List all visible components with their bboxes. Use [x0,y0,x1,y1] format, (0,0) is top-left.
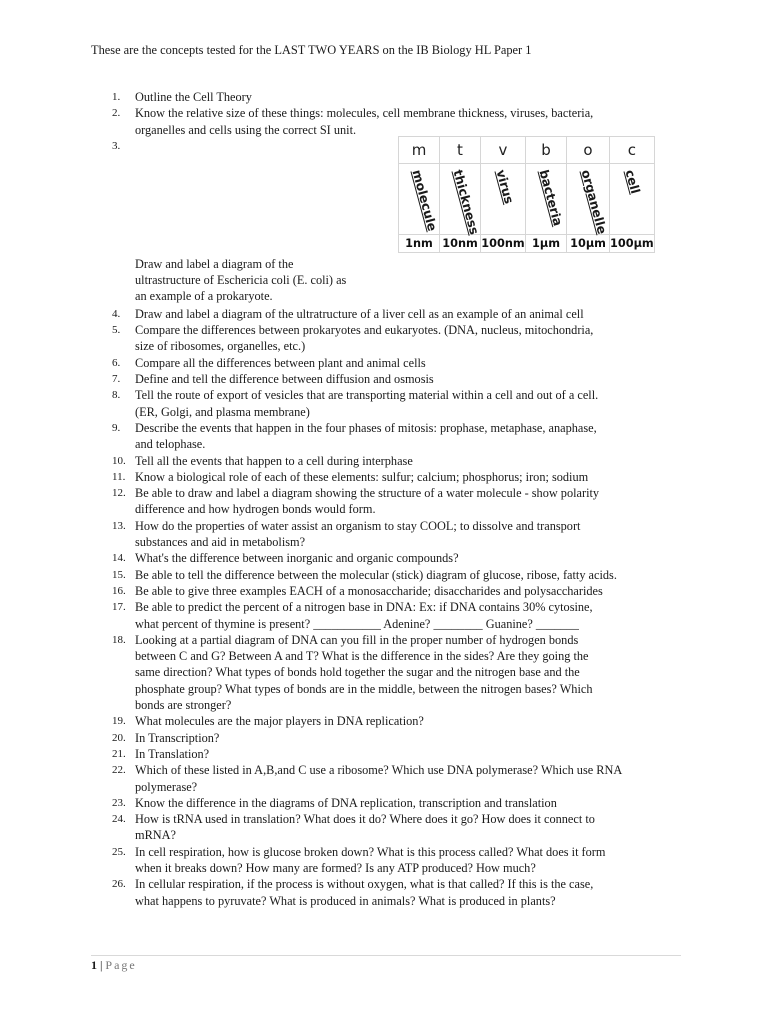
size-word-label: organelle [578,168,611,236]
list-item [0,844,680,877]
item-number: 21. [112,747,126,760]
list-item [0,322,680,355]
item-text-line: Draw and label a diagram of the [135,256,294,271]
item-text-line: polymerase? [135,779,198,794]
item-text-line: Compare all the differences between plant and animal cells [135,355,426,370]
relative-size-table [398,136,655,253]
item-number: 18. [112,633,126,646]
list-item [0,371,680,387]
item-text-line: In Transcription? [135,730,220,745]
item-text-line: between C and G? Between A and T? What is the difference in the sides? Are they going the [135,649,589,664]
item-number: 19. [112,715,126,728]
size-unit-row [399,235,655,253]
item-number: 3. [112,139,121,152]
item-text-line: Outline the Cell Theory [135,90,252,104]
item-text-line: Looking at a partial diagram of DNA can you fill in the proper number of hydrogen bonds [135,632,579,647]
item-text-line: phosphate group? What types of bonds are in the middle, between the nitrogen bases? Which [135,681,593,696]
list-item [0,518,680,551]
item-text-line: size of ribosomes, organelles, etc.) [135,339,306,354]
item-text-line: Describe the events that happen in the four phases of mitosis: prophase, metaphase, anaphase, [135,420,597,435]
item-number: 17. [112,601,126,614]
list-item [0,105,680,138]
list-item [0,485,680,518]
item-number: 9. [112,421,121,434]
item-number: 6. [112,356,121,369]
item-text-line: difference and how hydrogen bonds would form. [135,502,376,517]
page-label: Page [105,958,137,972]
item-text-line: an example of a prokaryote. [135,289,273,304]
item-text-line: (ER, Golgi, and plasma membrane) [135,404,310,419]
item-text-line: Know the difference in the diagrams of DNA replication, transcription and translation [135,795,557,810]
item-text-line: substances and aid in metabolism? [135,535,306,550]
list-item [0,355,680,371]
list-item [0,795,680,811]
size-letter-cell: v [481,137,526,164]
item-text-line: Know a biological role of each of these elements: sulfur; calcium; phosphorus; iron; sodium [135,469,589,484]
item-number: 10. [112,454,126,467]
item-text-line: Tell the route of export of vesicles that are transporting material within a cell and out of a cell. [135,388,599,403]
size-letter-cell: t [440,137,481,164]
size-word-label: cell [622,168,644,196]
size-letter-cell: o [567,137,610,164]
page-title: These are the concepts tested for the LAST TWO YEARS on the IB Biology HL Paper 1 [91,43,532,57]
item-text-line: Be able to predict the percent of a nitrogen base in DNA: Ex: if DNA contains 30% cytosine, [135,600,593,615]
size-word-cell [399,164,440,235]
item-text-line: In Translation? [135,746,210,761]
item-text-line: Tell all the events that happen to a cell during interphase [135,453,413,468]
item-number: 13. [112,519,126,532]
size-word-cell [610,164,655,235]
size-word-cell [526,164,567,235]
item-text-line: what percent of thymine is present? ___________ Adenine? ________ Guanine? _______ [135,616,579,631]
item-number: 11. [112,470,126,483]
list-item [0,550,680,566]
item-text-line: and telophase. [135,437,206,452]
list-item [0,583,680,599]
item-text-line: How is tRNA used in translation? What does it do? Where does it go? How does it connect to [135,812,595,827]
list-item [0,599,680,632]
item-number: 22. [112,764,126,777]
list-item [0,89,680,105]
item-text-line: ultrastructure of Eschericia coli (E. coli) as [135,273,347,288]
item-text-line: Compare the differences between prokaryotes and eukaryotes. (DNA, nucleus, mitochondria, [135,323,594,338]
item-text-line: What molecules are the major players in DNA replication? [135,714,424,729]
page-number: 1 [91,958,97,972]
size-word-cell [567,164,610,235]
list-item [0,876,680,909]
size-unit-cell: 10nm [440,235,481,253]
item-text-line: Define and tell the difference between diffusion and osmosis [135,372,434,387]
item-number: 14. [112,552,126,565]
item-text-line: same direction? What types of bonds hold together the sugar and the nitrogen base and the [135,665,580,680]
item-number: 12. [112,487,126,500]
size-word-label: molecule [409,168,441,233]
item-text-line: Which of these listed in A,B,and C use a ribosome? Which use DNA polymerase? Which use RNA [135,763,623,778]
item-number: 8. [112,389,121,402]
footer-separator: | [97,958,106,972]
item-text-line: Know the relative size of these things: molecules, cell membrane thickness, viruses, bacteria, [135,106,594,121]
item-number: 15. [112,568,126,581]
size-unit-cell: 1µm [526,235,567,253]
item-text-line: organelles and cells using the correct SI unit. [135,122,357,137]
item-text-line: bonds are stronger? [135,698,232,713]
item-text-line: Be able to draw and label a diagram showing the structure of a water molecule - show polarity [135,486,600,501]
item-number: 5. [112,324,121,337]
item-number: 4. [112,307,121,320]
size-word-label: thickness [450,168,483,237]
footer-divider [91,955,681,956]
item-text-line: How do the properties of water assist an organism to stay COOL; to dissolve and transport [135,518,581,533]
item-text-line: when it breaks down? How many are formed? Is any ATP produced? How much? [135,860,536,875]
list-item [0,567,680,583]
item-number: 23. [112,796,126,809]
item-number: 1. [112,91,121,103]
list-item [0,306,680,322]
size-letter-cell: m [399,137,440,164]
size-unit-cell: 1nm [399,235,440,253]
size-word-row [399,164,655,235]
item-number: 24. [112,813,126,826]
item-text-line: what happens to pyruvate? What is produced in animals? What is produced in plants? [135,893,556,908]
list-item [0,469,680,485]
list-item [0,632,680,713]
item-number: 26. [112,878,126,891]
list-item [0,387,680,420]
size-unit-cell: 100nm [481,235,526,253]
item-number: 16. [112,584,126,597]
size-unit-cell: 100µm [610,235,655,253]
list-item [0,811,680,844]
item-number: 2. [112,107,121,120]
item-number: 20. [112,731,126,744]
list-item [0,746,680,762]
list-item [0,762,680,795]
item-text-line: mRNA? [135,828,176,843]
item-number: 25. [112,845,126,858]
list-item [0,713,680,729]
size-word-cell [440,164,481,235]
size-letter-row [399,137,655,164]
item-number: 7. [112,373,121,386]
item-text-line: Be able to tell the difference between the molecular (stick) diagram of glucose, ribose, fatty acids. [135,567,617,582]
item-text-line: Be able to give three examples EACH of a monosaccharide; disaccharides and polysaccharides [135,583,603,598]
size-letter-cell: c [610,137,655,164]
item-text-line: In cellular respiration, if the process is without oxygen, what is that called? If this is the case, [135,877,594,892]
list-item [0,453,680,469]
list-item [0,420,680,453]
size-word-label: virus [493,168,517,206]
size-word-label: bacteria [536,168,566,228]
page-footer [91,958,137,973]
size-letter-cell: b [526,137,567,164]
item-text-line: What's the difference between inorganic and organic compounds? [135,551,459,566]
size-word-cell [481,164,526,235]
size-unit-cell: 10µm [567,235,610,253]
list-item [0,730,680,746]
item-text-line: Draw and label a diagram of the ultratructure of a liver cell as an example of an animal cell [135,306,584,321]
item-text-line: In cell respiration, how is glucose broken down? What is this process called? What does it form [135,844,606,859]
